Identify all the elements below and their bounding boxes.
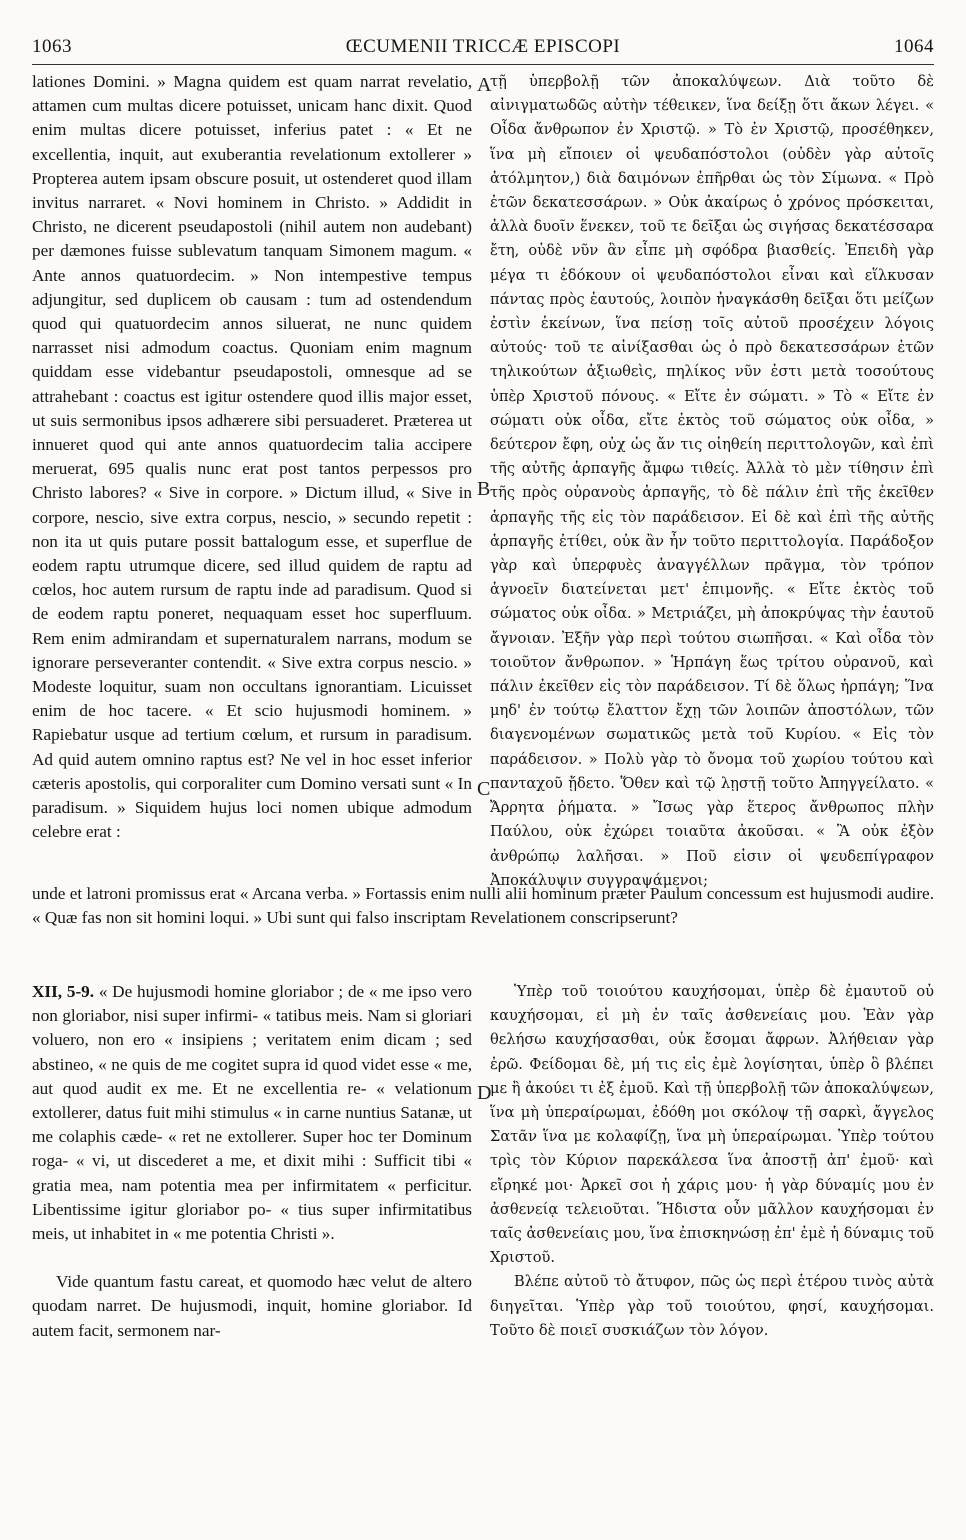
full-width-latin-continuation [32,882,934,952]
margin-marker-c: C [477,778,491,800]
latin-column-upper [32,70,472,880]
margin-marker-a: A [477,74,492,96]
latin-verse-text: « De hujusmodi homine gloriabor ; de « me ipso vero non gloriabor, nisi super infirmi- « tatibus meis. Nam si gloriari voluero, non ero « insipiens ; veritatem enim dicam ; sed abstineo, « ne quis de me cogitet supra id quod videt esse « me, aut quod audit ex me. Et ne excellentia re- « velationum extollerer, datus fuit mihi stimulus « in carne nuntius Satanæ, ut me colaphis cæde- « ret ne extollerer. Super hoc ter Dominum roga- « vi, ut discederet a me, et dixit mihi : Sufficit tibi « gratia mea, nam potentia mea per infirmitatem « perficitur. Libentissime igitur gloriabor po- « tius super infirmitatibus meis, ut inhabitet in « me potentia Christi ». [32,982,472,1244]
margin-marker-d: D [477,1082,492,1104]
margin-marker-b: B [477,478,491,500]
latin-continuation-text: unde et latroni promissus erat « Arcana verba. » Fortassis enim nulli alii hominum præter Paulum concessum est hujusmodi audire. « Quæ fas non sit homini loqui. » Ubi sunt qui falso inscriptam Revelationem conscripserunt? [32,884,934,927]
greek-verse-text: Ὑπὲρ τοῦ τοιούτου καυχήσομαι, ὑπὲρ δὲ ἐμαυτοῦ οὐ καυχήσομαι, εἰ μὴ ἐν ταῖς ἀσθενείαις μου. Ἐὰν γὰρ θελήσω καυχήσασθαι, οὐκ ἔσομαι ἄφρων. Ἀλήθειαν γὰρ ἐρῶ. Φείδομαι δὲ, μή τις εἰς ἐμὲ λογίσηται, ὑπὲρ ὃ βλέπει με ἢ ἀκούει τι ἐξ ἐμοῦ. Καὶ τῇ ὑπερβολῇ τῶν ἀποκαλύψεων, ἵνα μὴ ὑπεραίρωμαι, ἐδόθη μοι σκόλοψ τῇ σαρκὶ, ἄγγελος Σατᾶν ἵνα με κολαφίζῃ, ἵνα μὴ ὑπεραίρωμαι. Ὑπὲρ τούτου τρὶς τὸν Κύριον παρεκάλεσα ἵνα ἀποστῇ ἀπ' ἐμοῦ· καὶ εἴρηκέ μοι· Ἀρκεῖ σοι ἡ χάρις μου· ἡ γὰρ δύναμίς μου ἐν ἀσθενείᾳ τελειοῦται. Ἥδιστα οὖν μᾶλλον καυχήσομαι ἐν ταῖς ἀσθενείαις μου, ἵνα ἐπισκηνώσῃ ἐπ' ἐμὲ ἡ δύναμις τοῦ Χριστοῦ. [490,983,934,1267]
greek-column-upper [490,70,934,889]
running-title: ŒCUMENII TRICCÆ EPISCOPI [345,36,621,57]
header-rule [32,64,934,65]
latin-comment-text: Vide quantum fastu careat, et quomodo hæc velut de altero quodam narret. De hujusmodi, inquit, homine gloriabor. Id autem facit, sermonem nar- [32,1272,472,1340]
page-header [32,36,934,64]
latin-commentary-text: lationes Domini. » Magna quidem est quam narrat revelatio, attamen cum multas dicere potuisset, unicam hanc dixit. Quod enim multas dicere potuisset, inferius patet : « Et ne excellentia, inquit, aut exuberantia revelationum extollerer » Propterea autem ipsam obscure posuit, ut ostenderet quod illam invitus narraret. « Novi hominem in Christo. » Addidit in Christo, ne dicerent pseudapostoli (nihil autem non audebant) per dæmones fuisse sublevatum tanquam Simonem magum. « Ante annos quatuordecim. » Non intempestive tempus adjungitur, sed duplicem ob causam : tum ad ostendendum quod qui quatuordecim annos siluerat, ne nunc quidem narrasset nisi admodum coactus. Quoniam enim magnum quiddam esse videbantur pseudapostoli, omnesque ad se attrahebant : coactus est igitur ostendere quod illis major esset, ut suis sermonibus ipsos adhærere sibi persuaderet. Præterea ut innueret quod qui ante annos quatuordecim talia accipere meruerat, 695 qualis nunc erat post tantos perpessos pro Christo labores? « Sive in corpore. » Dictum illud, « Sive in corpore, nescio, sive extra corpus, nescio, » secundo repetit : non ita ut quis putare possit battalogum esse, et superflue de eodem raptu utrumque dicere, sed illud quidem de raptu ad cœlos, hoc autem rursum de raptu inde ad paradisum. Quod si de eodem raptu poneret, nequaquam esset hoc superfluum. Rem enim admirandam et supernaturalem narrans, modum se ignorare perseveranter contendit. « Sive extra corpus nescio. » Modeste loquitur, suam non occultans ignorantiam. Licuisset enim de hoc tacere. « Et scio hujusmodi hominem. » Rapiebatur usque ad tertium cœlum, et rursum in paradisum. Ad quid autem omnino raptus est? Ne vel in hoc esset inferior cæteris apostolis, qui corporaliter cum Domino versati sunt « In paradisum. » Siquidem hujus loci nomen ubique admodum celebre erat : [32,72,472,842]
greek-column-lower [490,980,934,1520]
scripture-reference: XII, 5-9. [32,982,95,1001]
page-number-right: 1064 [894,36,934,57]
page-number-left: 1063 [32,36,72,57]
greek-commentary-text: τῇ ὑπερβολῇ τῶν ἀποκαλύψεων. Διὰ τοῦτο δὲ αἰνιγματωδῶς αὐτὴν τέθεικεν, ἵνα δείξῃ ὅτι ἄκων λέγει. « Οἶδα ἄνθρωπον ἐν Χριστῷ. » Τὸ ἐν Χριστῷ, προσέθηκεν, ἵνα μὴ εἴποιεν οἱ ψευδαπόστολοι (οὐδὲν γὰρ αὐτοῖς ἀτόλμητον,) διὰ δαιμόνων ἐπῆρθαι ὡς τὸν Σίμωνα. « Πρὸ ἐτῶν δεκατεσσάρων. » Οὐκ ἀκαίρως ὁ χρόνος πρόσκειται, ἀλλὰ δυοῖν ἕνεκεν, τοῦ τε δεῖξαι ὡς σιγήσας δεκατέσσαρα ἔτη, οὐδὲ νῦν ἂν εἶπε μὴ σφόδρα βιασθείς. Ἐπειδὴ γὰρ μέγα τι ἐδόκουν οἱ ψευδαπόστολοι εἶναι καὶ εἵλκυσαν πάντας πρὸς ἑαυτούς, λοιπὸν ἠναγκάσθη δεῖξαι ὅτι μείζων ἐστὶν ἐκείνων, ἵνα πείσῃ τοῖς αὐτοῦ προσέχειν λόγοις αὐτούς· τοῦ τε αἰνίξασθαι ὡς ὁ πρὸ δεκατεσσάρων ἐτῶν τηλικούτων ἀξιωθεὶς, πηλίκος νῦν ἐστι μετὰ τοσούτους ὑπὲρ Χριστοῦ πόνους. « Εἴτε ἐν σώματι. » Τὸ « Εἴτε ἐν σώματι οὐκ οἶδα, εἴτε ἐκτὸς τοῦ σώματος οὐκ οἶδα, » δεύτερον ἔφη, οὐχ ὡς ἄν τις οἰηθείη περιττολογῶν, καὶ ἐπὶ τῆς αὐτῆς ἁρπαγῆς ἄμφω τιθείς. Ἀλλὰ τὸ μὲν τίθησιν ἐπὶ τῆς πρὸς οὐρανοὺς ἁρπαγῆς, τὸ δὲ πάλιν ἐπὶ τῆς ἐκεῖθεν ἁρπαγῆς τῆς εἰς τὸν παράδεισον. Εἰ δὲ καὶ ἐπὶ τῆς αὐτῆς ἁρπαγῆς ἐτίθει, οὐκ ἂν ἦν τοῦτο περιττολογία. Παράδοξον γὰρ καὶ ὑπερφυὲς ἀναγγέλλων πρᾶγμα, τὸν τρόπον ἀγνοεῖν διατείνεται μετ' ἐπιμονῆς. « Εἴτε ἐκτὸς τοῦ σώματος οὐκ οἶδα. » Μετριάζει, μὴ ἀποκρύψας τὴν ἑαυτοῦ ἄγνοιαν. Ἐξῆν γὰρ περὶ τούτου σιωπῆσαι. « Καὶ οἶδα τὸν τοιοῦτον ἄνθρωπον. » Ἡρπάγη ἕως τρίτου οὐρανοῦ, καὶ πάλιν ἐκεῖθεν εἰς τὸν παράδεισον. Τί δὲ ὅλως ἡρπάγη; Ἵνα μηδ' ἐν τούτῳ ἔλαττον ἔχῃ τῶν λοιπῶν ἀποστόλων, τῶν διαγενομένων σωματικῶς μετὰ τοῦ Κυρίου. « Εἰς τὸν παράδεισον. » Πολὺ γὰρ τὸ ὄνομα τοῦ χωρίου τούτου καὶ πανταχοῦ ᾔδετο. Ὅθεν καὶ τῷ λῃστῇ τοῦτο Ἀπηγγείλατο. « Ἄρρητα ῥήματα. » Ἴσως γὰρ ἕτερος ἄνθρωπος πλὴν Παύλου, οὐκ ἐχώρει τοιαῦτα ἀκοῦσαι. « Ἃ οὐκ ἐξὸν ἀνθρώπῳ λαλῆσαι. » Ποῦ εἰσιν οἱ ψευδεπίγραφον Ἀποκάλυψιν συγγραψάμενοι; [490,73,934,889]
greek-comment-text: Βλέπε αὐτοῦ τὸ ἄτυφον, πῶς ὡς περὶ ἑτέρου τινὸς αὐτὰ διηγεῖται. Ὑπὲρ γὰρ τοῦ τοιούτου, φησί, καυχήσομαι. Τοῦτο δὲ ποιεῖ συσκιάζων τὸν λόγον. [490,1273,934,1339]
latin-column-lower [32,980,472,1520]
book-page [32,30,934,1520]
latin-verse-paragraph [32,980,472,1246]
